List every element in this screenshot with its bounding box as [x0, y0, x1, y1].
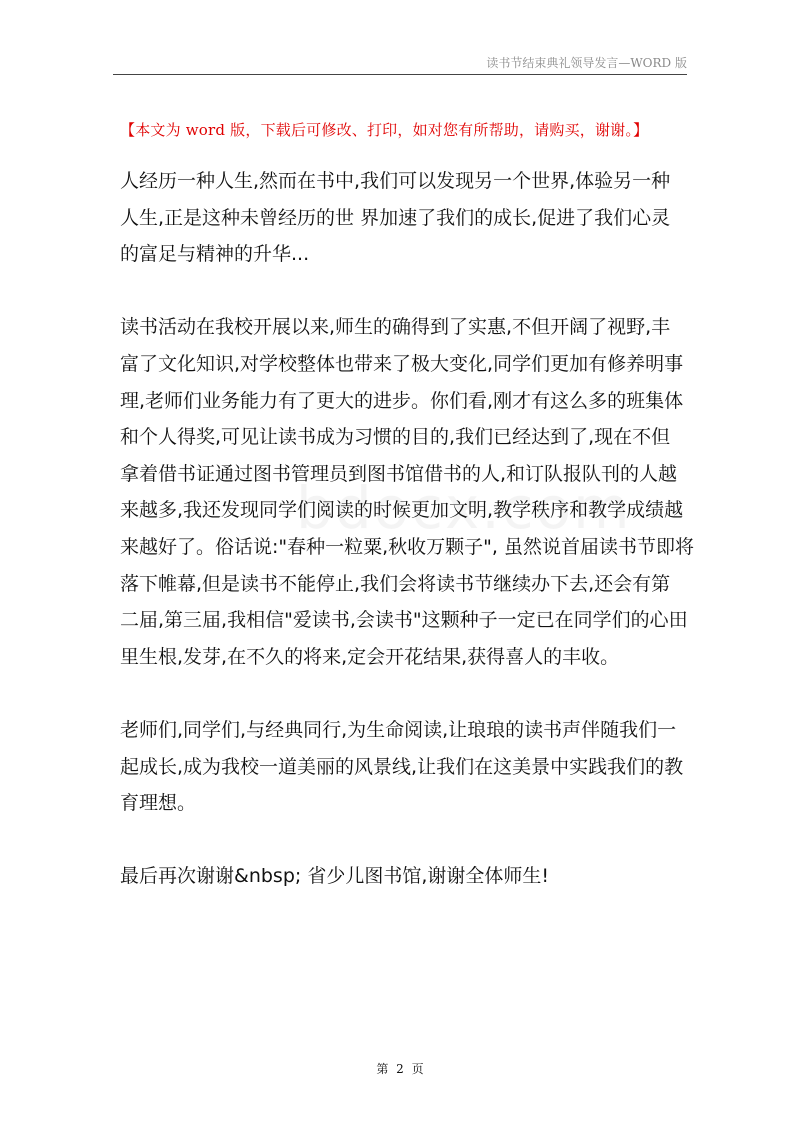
download-notice: 【本文为 word 版，下载后可修改、打印，如对您有所帮助，请购买，谢谢。】 — [120, 121, 649, 139]
text-line: 理,老师们业务能力有了更大的进步。你们看,刚才有这么多的班集体 — [120, 389, 684, 412]
text-line: 和个人得奖,可见让读书成为习惯的目的,我们已经达到了,现在不但 — [120, 426, 671, 449]
text-line: 富了文化知识,对学校整体也带来了极大变化,同学们更加有修养明事 — [120, 352, 684, 375]
text-line: 来越好了。俗话说:"春种一粒粟,秋收万颗子", 虽然说首届读书节即将 — [120, 535, 695, 558]
page-header — [113, 54, 687, 74]
text-line: 拿着借书证通过图书管理员到图书馆借书的人,和订队报队刊的人越 — [120, 462, 678, 485]
document-body — [120, 163, 695, 895]
page-number-prefix: 第 — [376, 1062, 389, 1076]
text-line: 最后再次谢谢&nbsp; 省少儿图书馆,谢谢全体师生! — [120, 865, 549, 888]
text-line: 的富足与精神的升华... — [120, 243, 310, 266]
text-line: 起成长,成为我校一道美丽的风景线,让我们在这美景中实践我们的教 — [120, 755, 684, 778]
paragraph-1 — [120, 163, 685, 273]
header-divider — [113, 74, 687, 75]
header-title: 读书节结束典礼领导发言—WORD 版 — [486, 56, 687, 70]
text-line: 育理想。 — [120, 792, 197, 815]
text-line: 读书活动在我校开展以来,师生的确得到了实惠,不但开阔了视野,丰 — [120, 316, 671, 339]
text-line: 来越多,我还发现同学们阅读的时候更加文明,教学秩序和教学成绩越 — [120, 499, 684, 522]
page-number-suffix: 页 — [411, 1062, 424, 1076]
text-line: 二届,第三届,我相信"爱读书,会读书"这颗种子一定已在同学们的心田 — [120, 609, 688, 632]
page-footer — [0, 1060, 800, 1077]
text-line: 人经历一种人生,然而在书中,我们可以发现另一个世界,体验另一种 — [120, 170, 671, 192]
paragraph-2 — [120, 309, 695, 675]
text-line: 老师们,同学们,与经典同行,为生命阅读,让琅琅的读书声伴随我们一 — [120, 718, 677, 741]
paragraph-4 — [120, 858, 685, 895]
text-line: 落下帷幕,但是读书不能停止,我们会将读书节继续办下去,还会有第 — [120, 572, 671, 595]
text-line: 里生根,发芽,在不久的将来,定会开花结果,获得喜人的丰收。 — [120, 645, 620, 668]
paragraph-3 — [120, 712, 685, 822]
text-line: 人生,正是这种未曾经历的世 界加速了我们的成长,促进了我们心灵 — [120, 206, 671, 229]
page-number: 2 — [396, 1062, 404, 1076]
